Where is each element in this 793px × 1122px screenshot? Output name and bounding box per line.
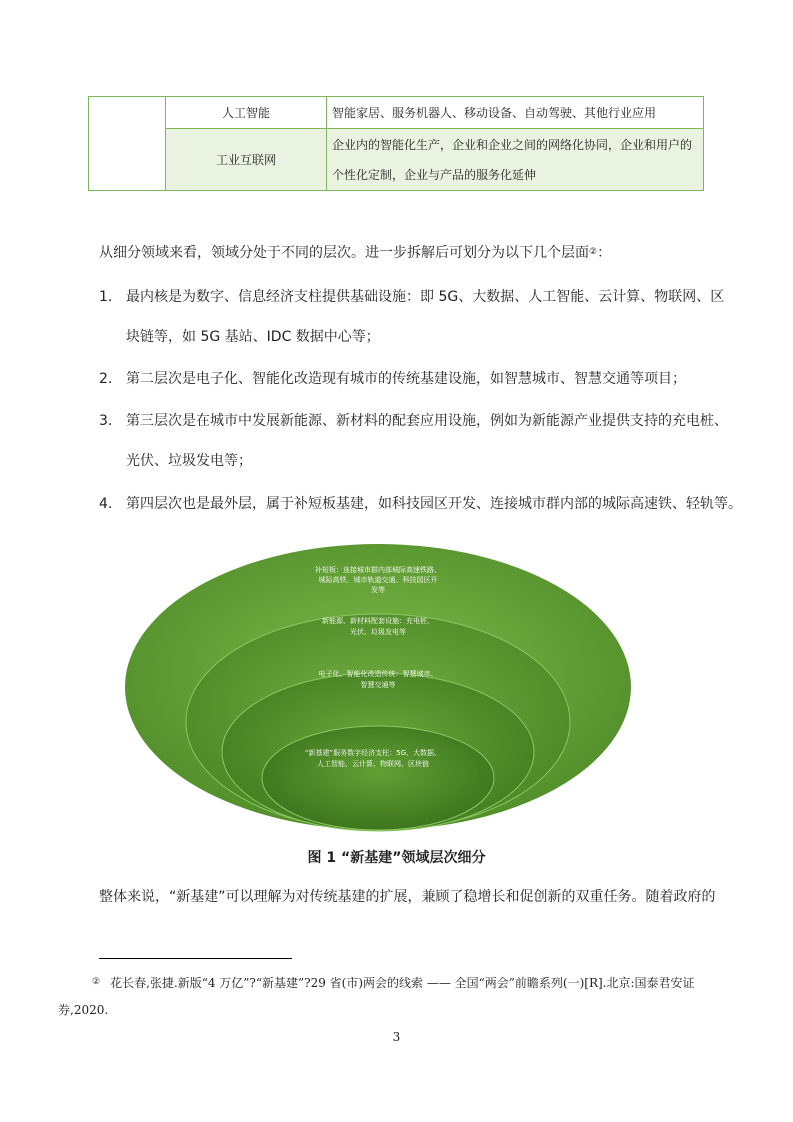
list-item-text: 光伏、垃圾发电等； [126,453,252,469]
list-item-text: 第二层次是电子化、智能化改造现有城市的传统基建设施，如智慧城市、智慧交通等项目； [126,371,686,387]
layer-2-label-line: 电子化、智能化改造传统：智慧城市、 [318,670,438,678]
footnote-text: 花长春,张捷.新版“4 万亿”?“新基建”?29 省(市)两会的线索 —— 全国“两会”前瞻系列(一)[R].北京:国泰君安证 [110,976,695,990]
table-cell-desc-line: 个性化定制，企业与产品的服务化延伸 [332,167,537,182]
table-cell-desc [332,129,698,190]
intro-footnote-mark: ② [589,247,598,257]
layer-diagram [123,542,633,832]
industry-table [88,96,704,191]
footnote-mark: ② [92,977,101,987]
intro-text: 从细分领域来看，领域分处于不同的层次。进一步拆解后可划分为以下几个层面 [99,245,589,261]
footnote-divider [99,958,292,959]
layer-1-label-line: “新基建”服务数字经济支柱：5G、大数据、 [304,749,442,757]
table-row [166,129,703,190]
table-cell-name: 人工智能 [166,97,327,128]
list-item-text: 最内核是为数字、信息经济支柱提供基础设施：即 5G、大数据、人工智能、云计算、物联网、区 [126,289,725,305]
footnote-line [92,974,695,992]
figure-caption: 图 1 “新基建”领域层次细分 [307,850,486,866]
layer-4-label-line: 发等 [371,586,385,594]
footnote-line: 券,2020. [58,1003,109,1017]
list-item-number: 4. [99,496,113,512]
list-item-text: 块链等，如 5G 基站、IDC 数据中心等； [126,329,380,345]
layer-3-label-line: 光伏、垃圾发电等 [350,628,406,636]
intro-paragraph [99,243,729,263]
layer-4-label-line: 补短板：连接城市群内部城际高速铁路、 [315,566,441,574]
list-item-text: 第三层次是在城市中发展新能源、新材料的配套应用设施，例如为新能源产业提供支持的充电桩、 [126,413,728,429]
intro-colon: ： [597,245,612,261]
closing-paragraph: 整体来说，“新基建”可以理解为对传统基建的扩展，兼顾了稳增长和促创新的双重任务。随着政府的 [99,889,716,905]
layer-core-ellipse [262,726,494,830]
layer-1-label-line: 人工智能、云计算、物联网、区块链 [317,760,429,768]
list-item-number: 1. [99,289,113,305]
page-number: 3 [392,1030,401,1044]
table-cell-desc-line: 企业内的智能化生产，企业和企业之间的网络化协同，企业和用户的 [332,137,693,152]
table-category-cell [89,97,166,190]
layer-3-label-line: 新能源、新材料配套设施：充电桩、 [322,617,434,625]
table-cell-name: 工业互联网 [166,129,327,190]
list-item-number: 3. [99,413,113,429]
table-cell-desc: 智能家居、服务机器人、移动设备、自动驾驶、其他行业应用 [332,106,657,120]
layer-4-label-line: 城际高铁、城市轨道交通、科技园区开 [318,576,438,584]
table-row [166,97,703,129]
list-item-text: 第四层次也是最外层，属于补短板基建，如科技园区开发、连接城市群内部的城际高速铁、轻轨等。 [126,496,742,512]
layer-2-label-line: 智慧交通等 [360,681,396,689]
list-item-number: 2. [99,371,113,387]
